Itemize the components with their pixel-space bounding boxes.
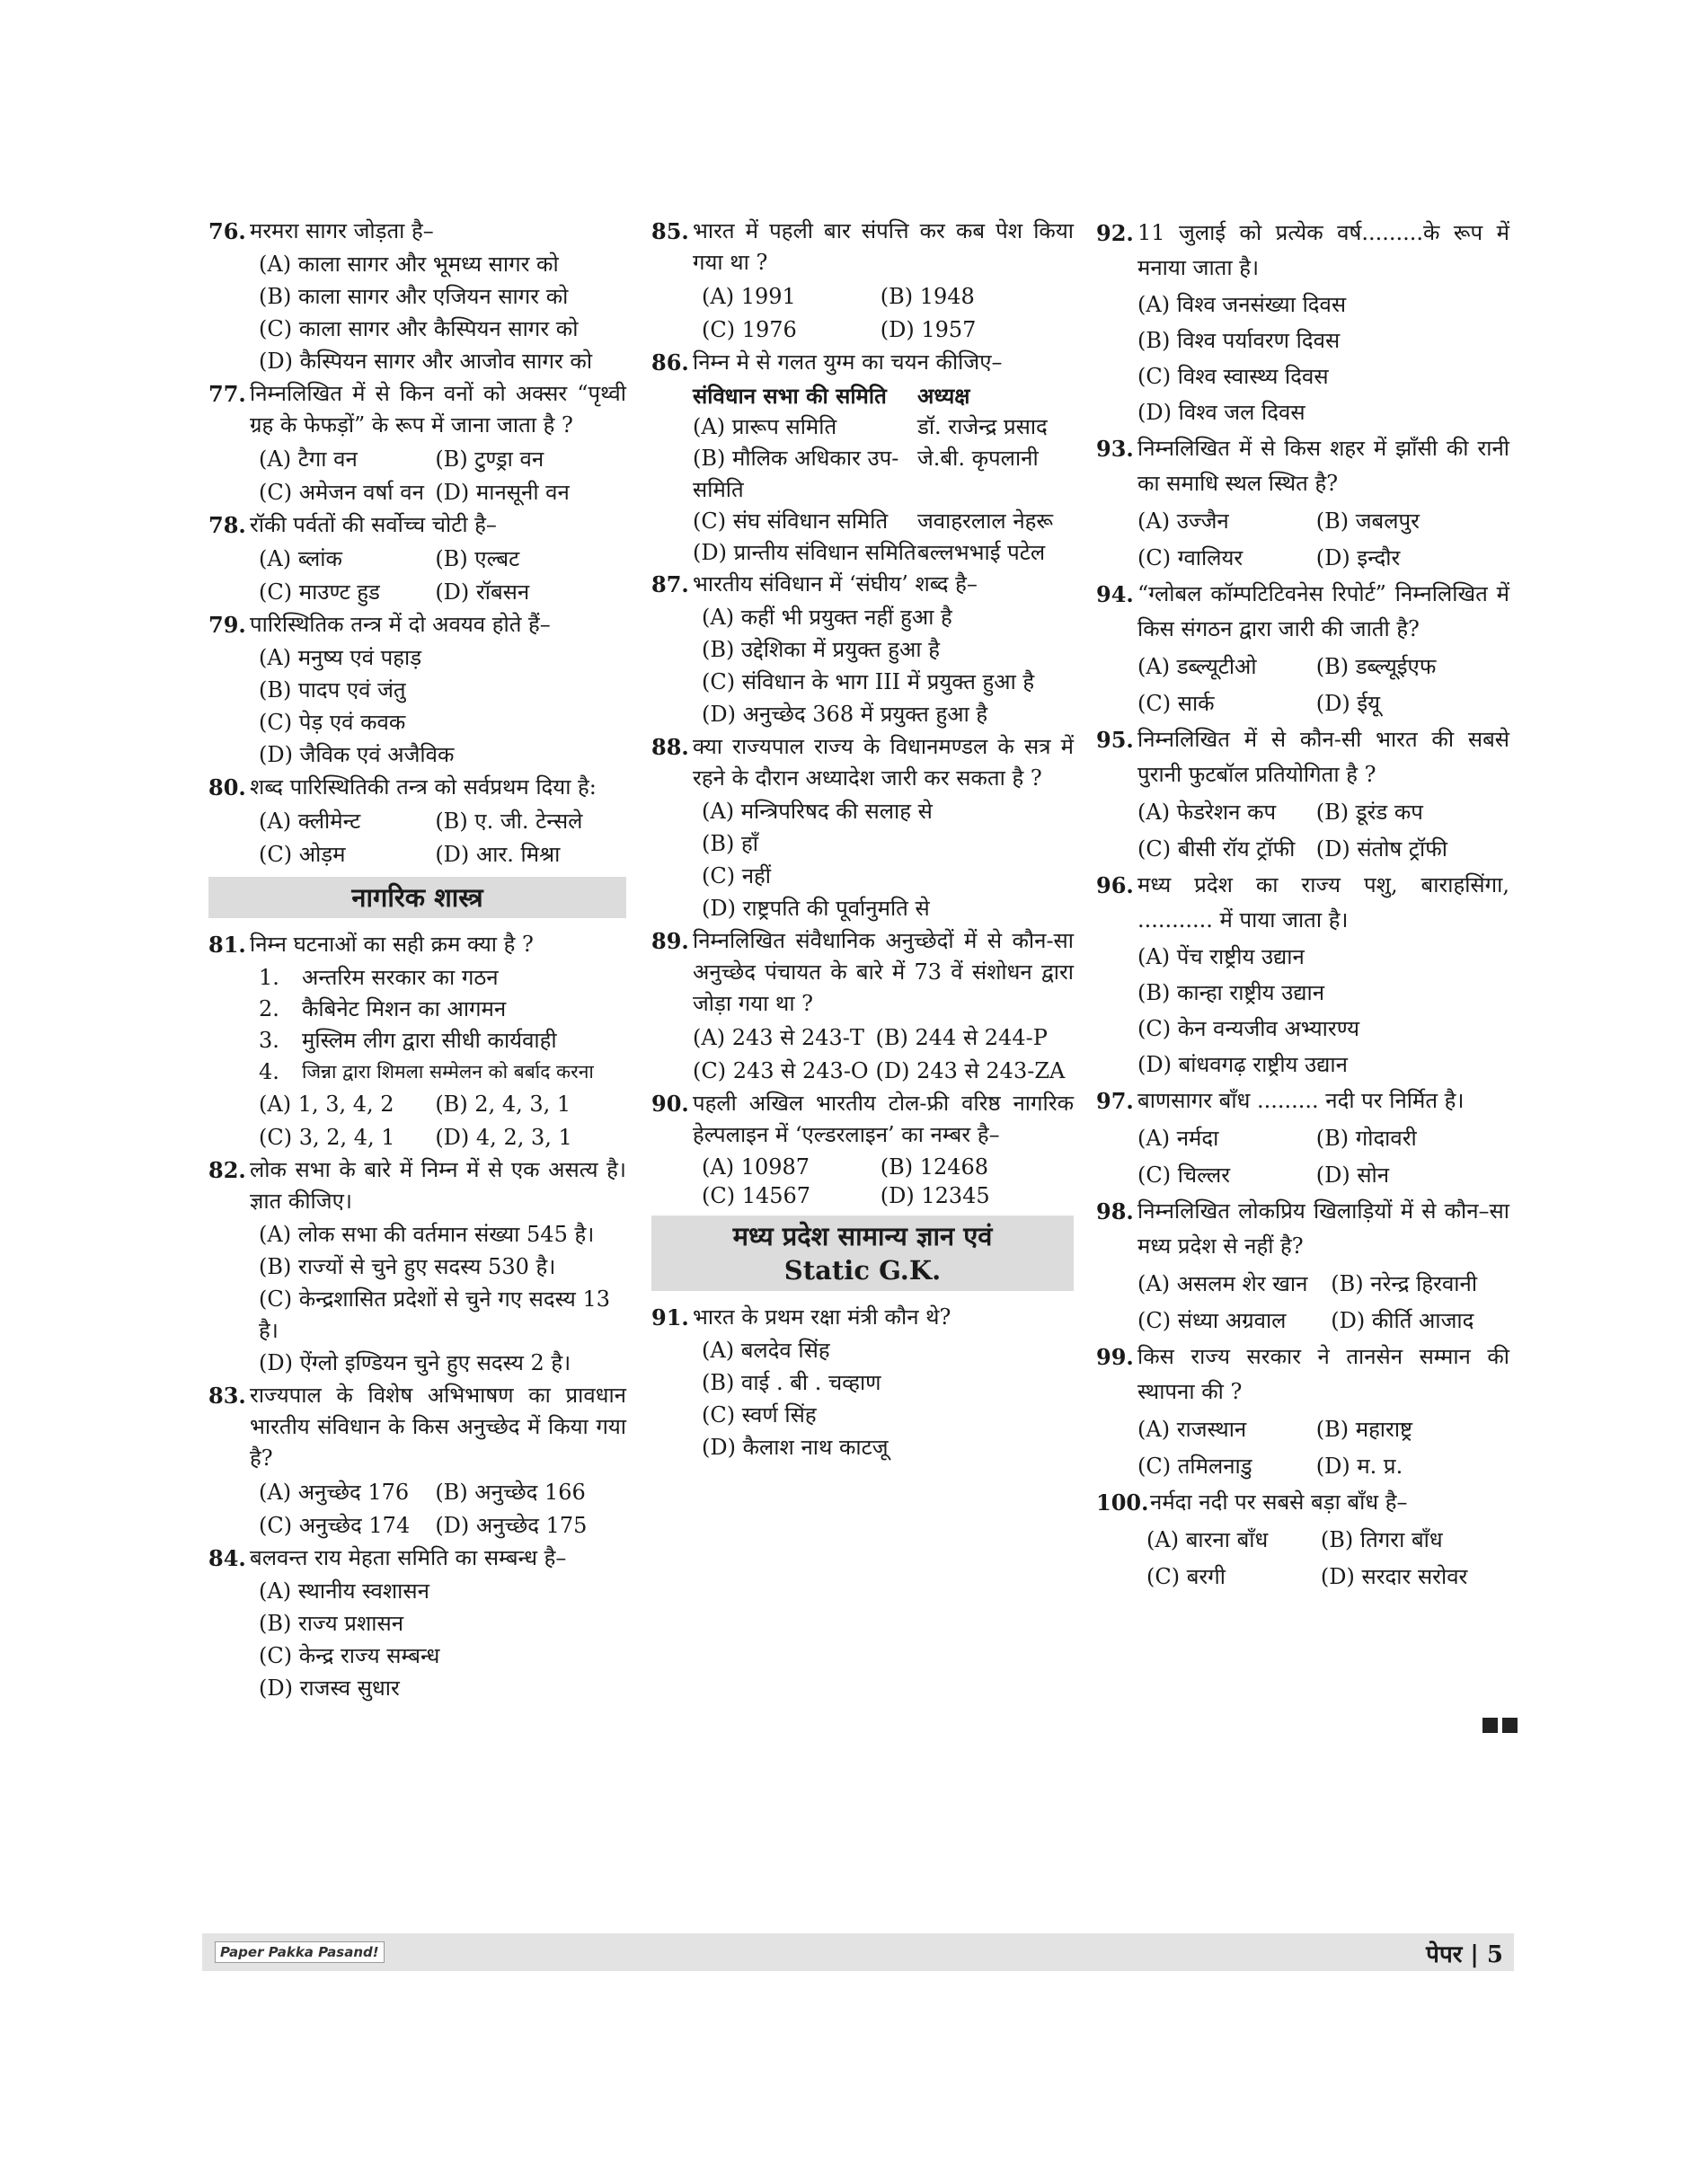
option-b: (B) डब्ल्यूईएफ <box>1315 654 1437 679</box>
question-78: 78. रॉकी पर्वतों की सर्वोच्च चोटी है– (A) ब्लांक (B) एल्बट (C) माउण्ट हुड (D) रॉबसन <box>208 509 626 609</box>
column-1 <box>208 216 626 1705</box>
option-a: (A) विश्व जनसंख्या दिवस <box>1137 292 1347 317</box>
option-d: (D) राष्ट्रपति की पूर्वानुमति से <box>702 896 930 921</box>
option-b: (B) गोदावरी <box>1315 1126 1417 1151</box>
option-b: (B) 244 से 244-P <box>875 1025 1048 1050</box>
end-mark-icon <box>1478 1718 1518 1737</box>
question-86: 86. निम्न मे से गलत युग्म का चयन कीजिए– संविधान सभा की समिति अध्यक्ष (A) प्रारूप समिति डॉ. राजेन्द्र प्रसाद (B) मौलिक अधिकार उप-समिति जे.बी. कृपलानी (C) संघ संविधान समिति जवाहरलाल नेहरू (D) प्रान्तीय संविधान समिति बल्लभभाई पटेल <box>651 347 1074 569</box>
option-b: (B) तिगरा बाँध <box>1320 1527 1443 1552</box>
option-a: (A) बलदेव सिंह <box>702 1338 830 1363</box>
option-d: (D) विश्व जल दिवस <box>1137 400 1305 425</box>
list-item: 4. जिन्ना द्वारा शिमला सम्मेलन को बर्बाद करना <box>259 1059 594 1084</box>
question-82: 82. लोक सभा के बारे में निम्न में से एक असत्य है। ज्ञात कीजिए। (A) लोक सभा की वर्तमान संख्या 545 है। (B) राज्यों से चुने हुए सदस्य 530 है। (C) केन्द्रशासित प्रदेशों से चुने गए सदस्य 13 है। (D) ऐंग्लो इण्डियन चुने हुए सदस्य 2 है। <box>208 1154 626 1379</box>
option-d: (D) 12345 <box>880 1183 990 1208</box>
option-b: (B) महाराष्ट्र <box>1315 1417 1413 1442</box>
question-97: 97. बाणसागर बाँध ......... नदी पर निर्मित है। (A) नर्मदा (B) गोदावरी (C) चिल्लर (D) सोन <box>1096 1083 1509 1194</box>
option-d: (D) मानसूनी वन <box>435 480 570 505</box>
option-d: (D) 243 से 243-ZA <box>875 1058 1066 1083</box>
option-d: (D) 1957 <box>880 317 977 342</box>
option-c: (C) स्वर्ण सिंह <box>702 1402 817 1428</box>
option-b: (B) 1948 <box>880 284 975 309</box>
question-77: 77. निम्नलिखित में से किन वनों को अक्सर “पृथ्वी ग्रह के फेफड़ों” के रूप में जाना जाता है ? (A) टैगा वन (B) टुण्ड्रा वन (C) अमेजन वर्षा वन (D) मानसूनी वन <box>208 378 626 509</box>
option-a: (A) पेंच राष्ट्रीय उद्यान <box>1137 944 1305 969</box>
option-a: (A) अनुच्छेद 176 <box>259 1480 410 1505</box>
option-c: (C) बरगी <box>1146 1564 1226 1589</box>
table-cell: (D) प्रान्तीय संविधान समिति <box>693 540 916 565</box>
option-c: (C) संविधान के भाग III में प्रयुक्त हुआ है <box>702 669 1035 694</box>
question-87: 87. भारतीय संविधान में ‘संघीय’ शब्द है– (A) कहीं भी प्रयुक्त नहीं हुआ है (B) उद्देशिका में प्रयुक्त हुआ है (C) संविधान के भाग III में प्रयुक्त हुआ है (D) अनुच्छेद 368 में प्रयुक्त हुआ है <box>651 569 1074 730</box>
option-c: (C) 14567 <box>702 1183 811 1208</box>
option-b: (B) राज्यों से चुने हुए सदस्य 530 है। <box>259 1254 556 1279</box>
section-heading-mp-gk <box>651 1216 1074 1291</box>
option-b: (B) हाँ <box>702 831 758 856</box>
question-94: 94. “ग्लोबल कॉम्पटिटिवनेस रिपोर्ट” निम्नलिखित में किस संगठन द्वारा जारी की जाती है? (A) डब्ल्यूटीओ (B) डब्ल्यूईएफ (C) सार्क (D) ईयू <box>1096 577 1509 722</box>
option-c: (C) विश्व स्वास्थ्य दिवस <box>1137 364 1329 389</box>
table-cell: (A) प्रारूप समिति <box>693 414 837 439</box>
option-a: (A) असलम शेर खान <box>1137 1271 1308 1296</box>
footer-logo: Paper Pakka Pasand! <box>215 1941 385 1963</box>
question-89: 89. निम्नलिखित संवैधानिक अनुच्छेदों में से कौन-सा अनुच्छेद पंचायत के बारे में 73 वें संशोधन द्वारा जोड़ा गया था ? (A) 243 से 243-T (B) 244 से 244-P (C) 243 से 243-O (D) 243 से 243-ZA <box>651 925 1074 1088</box>
option-c: (C) केन्द्र राज्य सम्बन्ध <box>259 1643 440 1668</box>
option-a: (A) लोक सभा की वर्तमान संख्या 545 है। <box>259 1222 595 1247</box>
option-d: (D) बांधवगढ़ राष्ट्रीय उद्यान <box>1137 1052 1348 1077</box>
option-d: (D) आर. मिश्रा <box>435 842 561 867</box>
table-header-chairman: अध्यक्ष <box>917 383 970 409</box>
option-b: (B) टुण्ड्रा वन <box>435 446 544 472</box>
question-98: 98. निम्नलिखित लोकप्रिय खिलाड़ियों में से कौन–सा मध्य प्रदेश से नहीं है? (A) असलम शेर खान (B) नरेन्द्र हिरवानी (C) संध्या अग्रवाल (D) कीर्ति आजाद <box>1096 1194 1509 1339</box>
table-cell: जे.बी. कृपलानी <box>917 446 1039 471</box>
option-a: (A) 243 से 243-T <box>693 1025 864 1050</box>
option-a: (A) कहीं भी प्रयुक्त नहीं हुआ है <box>702 605 952 630</box>
page-number: पेपर | 5 <box>1426 1941 1503 1968</box>
question-84: 84. बलवन्त राय मेहता समिति का सम्बन्ध है– (A) स्थानीय स्वशासन (B) राज्य प्रशासन (C) केन्द्र राज्य सम्बन्ध (D) राजस्व सुधार <box>208 1543 626 1704</box>
option-c: (C) 243 से 243-O <box>693 1058 869 1083</box>
option-a: (A) मन्त्रिपरिषद की सलाह से <box>702 799 933 824</box>
question-83: 83. राज्यपाल के विशेष अभिभाषण का प्रावधान भारतीय संविधान के किस अनुच्छेद में किया गया है? (A) अनुच्छेद 176 (B) अनुच्छेद 166 (C) अनुच्छेद 174 (D) अनुच्छेद 175 <box>208 1380 626 1543</box>
option-b: (B) कान्हा राष्ट्रीय उद्यान <box>1137 980 1325 1005</box>
column-3 <box>1096 216 1509 1596</box>
option-c: (C) पेड़ एवं कवक <box>259 710 406 735</box>
option-b: (B) अनुच्छेद 166 <box>435 1480 586 1505</box>
option-c: (C) अनुच्छेद 174 <box>259 1513 411 1538</box>
question-85: 85. भारत में पहली बार संपत्ति कर कब पेश किया गया था ? (A) 1991 (B) 1948 (C) 1976 (D) 1957 <box>651 216 1074 347</box>
option-a: (A) 1991 <box>702 284 796 309</box>
question-91: 91. भारत के प्रथम रक्षा मंत्री कौन थे? (A) बलदेव सिंह (B) वाई . बी . चव्हाण (C) स्वर्ण सिंह (D) कैलाश नाथ काटजू <box>651 1302 1074 1463</box>
option-b: (B) उद्देशिका में प्रयुक्त हुआ है <box>702 637 940 662</box>
option-d: (D) कैस्पियन सागर और आजोव सागर को <box>259 349 593 374</box>
option-d: (D) म. प्र. <box>1315 1454 1403 1479</box>
option-d: (D) सरदार सरोवर <box>1320 1564 1468 1589</box>
matching-table <box>693 380 1074 569</box>
option-b: (B) वाई . बी . चव्हाण <box>702 1370 881 1395</box>
section-heading-line: मध्य प्रदेश सामान्य ज्ञान एवं <box>732 1221 993 1251</box>
option-a: (A) डब्ल्यूटीओ <box>1137 654 1257 679</box>
option-c: (C) काला सागर और कैस्पियन सागर को <box>259 316 579 341</box>
option-a: (A) काला सागर और भूमध्य सागर को <box>259 252 559 277</box>
option-d: (D) कीर्ति आजाद <box>1331 1308 1474 1333</box>
option-d: (D) राजस्व सुधार <box>259 1675 400 1701</box>
option-a: (A) बारना बाँध <box>1146 1527 1269 1552</box>
option-a: (A) 10987 <box>702 1154 810 1180</box>
option-a: (A) क्लीमेन्ट <box>259 809 361 834</box>
question-92: 92. 11 जुलाई को प्रत्येक वर्ष.........के रूप में मनाया जाता है। (A) विश्व जनसंख्या दिवस (B) विश्व पर्यावरण दिवस (C) विश्व स्वास्थ्य दिवस (D) विश्व जल दिवस <box>1096 216 1509 430</box>
option-b: (B) 2, 4, 3, 1 <box>435 1092 571 1117</box>
option-b: (B) विश्व पर्यावरण दिवस <box>1137 328 1341 353</box>
question-99: 99. किस राज्य सरकार ने तानसेन सम्मान की स्थापना की ? (A) राजस्थान (B) महाराष्ट्र (C) तमिलनाडु (D) म. प्र. <box>1096 1339 1509 1485</box>
option-b: (B) एल्बट <box>435 546 520 571</box>
option-c: (C) ओड़म <box>259 842 346 867</box>
option-a: (A) ब्लांक <box>259 546 342 571</box>
question-100: 100. नर्मदा नदी पर सबसे बड़ा बाँध है– (A) बारना बाँध (B) तिगरा बाँध (C) बरगी (D) सरदार सरोवर <box>1096 1485 1509 1596</box>
option-d: (D) ऐंग्लो इण्डियन चुने हुए सदस्य 2 है। <box>259 1350 571 1375</box>
question-96: 96. मध्य प्रदेश का राज्य पशु, बाराहसिंगा, ........... में पाया जाता है। (A) पेंच राष्ट्रीय उद्यान (B) कान्हा राष्ट्रीय उद्यान (C) केन वन्यजीव अभ्यारण्य (D) बांधवगढ़ राष्ट्रीय उद्यान <box>1096 868 1509 1083</box>
question-90: 90. पहली अखिल भारतीय टोल-फ्री वरिष्ठ नागरिक हेल्पलाइन में ‘एल्डरलाइन’ का नम्बर है– (A) 10987 (B) 12468 (C) 14567 (D) 12345 <box>651 1091 1074 1208</box>
option-c: (C) 1976 <box>702 317 797 342</box>
option-b: (B) जबलपुर <box>1315 508 1420 534</box>
question-95: 95. निम्नलिखित में से कौन-सी भारत की सबसे पुरानी फुटबॉल प्रतियोगिता है ? (A) फेडरेशन कप (B) डूरंड कप (C) बीसी रॉय ट्रॉफी (D) संतोष ट्रॉफी <box>1096 722 1509 868</box>
option-c: (C) केन्द्रशासित प्रदेशों से चुने गए सदस्य 13 है। <box>259 1286 611 1343</box>
option-b: (B) 12468 <box>880 1154 989 1180</box>
table-header-committee: संविधान सभा की समिति <box>693 383 887 409</box>
option-c: (C) चिल्लर <box>1137 1162 1231 1188</box>
option-b: (B) डूरंड कप <box>1315 800 1423 825</box>
option-c: (C) ग्वालियर <box>1137 545 1243 570</box>
question-81: 81. निम्न घटनाओं का सही क्रम क्या है ? 1. अन्तरिम सरकार का गठन 2. कैबिनेट मिशन का आगमन 3. मुस्लिम लीग द्वारा सीधी कार्यवाही 4. जिन्ना द्वारा शिमला सम्मेलन को बर्बाद करना (A) 1, 3, 4, 2 (B) 2, 4, 3, 1 (C) 3, 2, 4, 1 (D) 4, 2, 3, 1 <box>208 929 626 1154</box>
option-d: (D) रॉबसन <box>435 579 530 605</box>
question-79: 79. पारिस्थितिक तन्त्र में दो अवयव होते हैं– (A) मनुष्य एवं पहाड़ (B) पादप एवं जंतु (C) पेड़ एवं कवक (D) जैविक एवं अजैविक <box>208 609 626 771</box>
question-88: 88. क्या राज्यपाल राज्य के विधानमण्डल के सत्र में रहने के दौरान अध्यादेश जारी कर सकता है ? (A) मन्त्रिपरिषद की सलाह से (B) हाँ (C) नहीं (D) राष्ट्रपति की पूर्वानुमति से <box>651 731 1074 924</box>
option-c: (C) संध्या अग्रवाल <box>1137 1308 1287 1333</box>
table-cell: डॉ. राजेन्द्र प्रसाद <box>917 414 1048 439</box>
column-2 <box>651 216 1074 1464</box>
section-heading-civics: नागरिक शास्त्र <box>208 877 626 918</box>
option-c: (C) बीसी रॉय ट्रॉफी <box>1137 836 1296 862</box>
option-d: (D) कैलाश नाथ काटजू <box>702 1435 889 1460</box>
option-a: (A) मनुष्य एवं पहाड़ <box>259 645 422 670</box>
option-d: (D) सोन <box>1315 1162 1390 1188</box>
option-d: (D) अनुच्छेद 368 में प्रयुक्त हुआ है <box>702 702 988 727</box>
option-c: (C) माउण्ट हुड <box>259 579 380 605</box>
option-b: (B) नरेन्द्र हिरवानी <box>1331 1271 1478 1296</box>
question-80: 80. शब्द पारिस्थितिकी तन्त्र को सर्वप्रथम दिया है: (A) क्लीमेन्ट (B) ए. जी. टेन्सले (C) ओड़म (D) आर. मिश्रा <box>208 772 626 871</box>
option-a: (A) स्थानीय स्वशासन <box>259 1578 429 1604</box>
table-cell: बल्लभभाई पटेल <box>917 540 1046 565</box>
page-footer <box>202 1933 1514 1971</box>
question-76: 76. मरमरा सागर जोड़ता है– (A) काला सागर और भूमध्य सागर को (B) काला सागर और एजियन सागर को (C) काला सागर और कैस्पियन सागर को (D) कैस्पियन सागर और आजोव सागर को <box>208 216 626 377</box>
option-d: (D) अनुच्छेद 175 <box>435 1513 588 1538</box>
option-a: (A) नर्मदा <box>1137 1126 1219 1151</box>
list-item: 3. मुस्लिम लीग द्वारा सीधी कार्यवाही <box>259 1028 557 1053</box>
option-b: (B) पादप एवं जंतु <box>259 677 406 703</box>
option-d: (D) जैविक एवं अजैविक <box>259 742 455 767</box>
option-a: (A) 1, 3, 4, 2 <box>259 1092 394 1117</box>
table-cell: (C) संघ संविधान समिति <box>693 508 889 534</box>
option-b: (B) ए. जी. टेन्सले <box>435 809 583 834</box>
list-item: 1. अन्तरिम सरकार का गठन <box>259 965 499 990</box>
option-d: (D) संतोष ट्रॉफी <box>1315 836 1447 862</box>
option-c: (C) 3, 2, 4, 1 <box>259 1125 395 1150</box>
option-a: (A) टैगा वन <box>259 446 358 472</box>
option-c: (C) सार्क <box>1137 691 1215 716</box>
question-93: 93. निम्नलिखित में से किस शहर में झाँसी की रानी का समाधि स्थल स्थित है? (A) उज्जैन (B) जबलपुर (C) ग्वालियर (D) इन्दौर <box>1096 431 1509 577</box>
table-cell: (B) मौलिक अधिकार उप-समिति <box>693 446 899 502</box>
option-d: (D) इन्दौर <box>1315 545 1401 570</box>
option-c: (C) तमिलनाडु <box>1137 1454 1252 1479</box>
option-b: (B) राज्य प्रशासन <box>259 1611 404 1636</box>
option-a: (A) राजस्थान <box>1137 1417 1247 1442</box>
option-c: (C) केन वन्यजीव अभ्यारण्य <box>1137 1016 1360 1041</box>
option-a: (A) फेडरेशन कप <box>1137 800 1277 825</box>
section-heading-line: Static G.K. <box>783 1255 942 1286</box>
option-d: (D) ईयू <box>1315 691 1381 716</box>
table-cell: जवाहरलाल नेहरू <box>917 508 1054 534</box>
option-c: (C) नहीं <box>702 863 771 888</box>
list-item: 2. कैबिनेट मिशन का आगमन <box>259 996 507 1021</box>
option-b: (B) काला सागर और एजियन सागर को <box>259 284 569 309</box>
option-d: (D) 4, 2, 3, 1 <box>435 1125 572 1150</box>
option-a: (A) उज्जैन <box>1137 508 1229 534</box>
option-c: (C) अमेजन वर्षा वन <box>259 480 424 505</box>
